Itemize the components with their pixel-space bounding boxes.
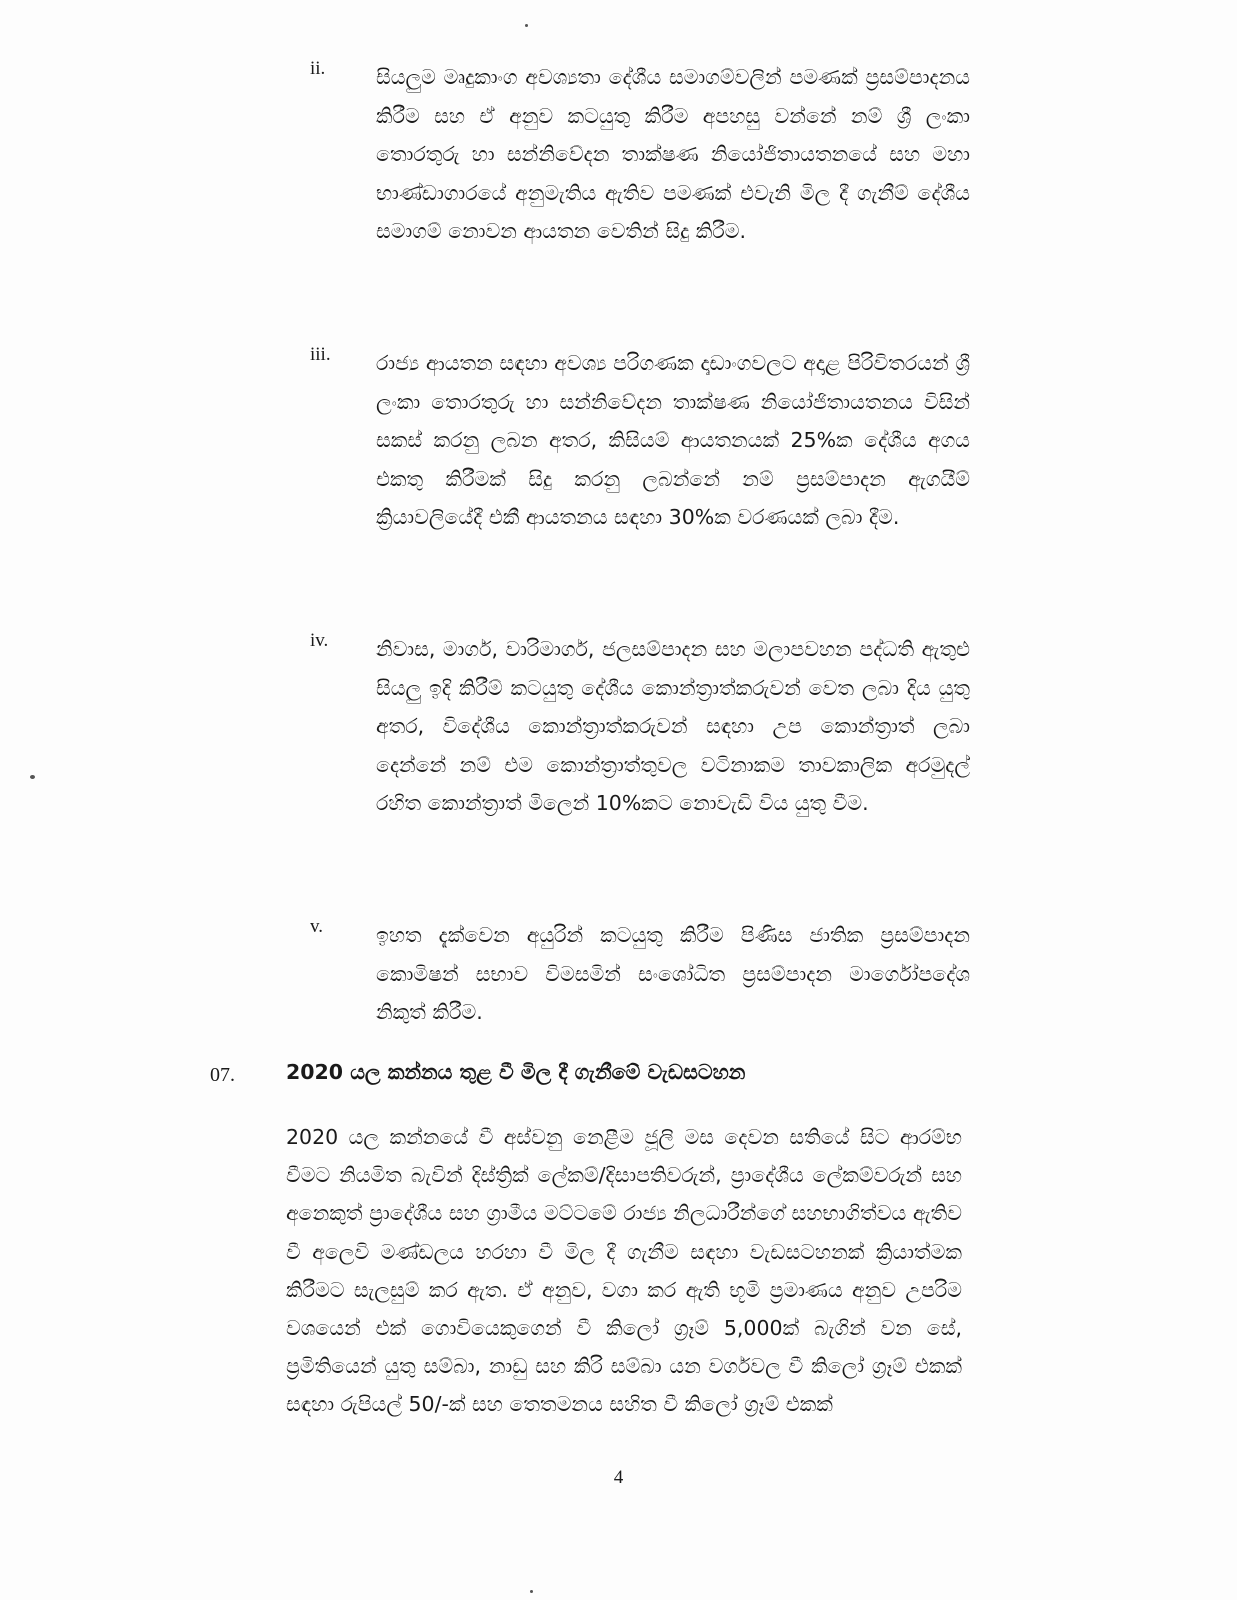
list-item-number: ii. xyxy=(310,58,326,79)
section-body: 2020 යල කන්නයේ වී අස්වනු නෙළීම ජූලි මස දෙවන සතියේ සිට ආරම්භ වීමට නියමිත බැවින් දිස්ත්‍රික් ලේකම්/දිසාපතිවරුන්, ප්‍රාදේශීය ලේකම්වරුන් සහ අනෙකුත් ප්‍රාදේශීය සහ ග්‍රාමීය මට්ටමේ රාජ්‍ය නිලධාරීන්ගේ සහභාගිත්වය ඇතිව වී අලෙවි මණ්ඩලය හරහා වී මිල දී ගැනීම සඳහා වැඩසටහනක් ක්‍රියාත්මක කිරීමට සැලසුම් කර ඇත. ඒ අනුව, වගා කර ඇති භූමි ප්‍රමාණය අනුව උපරිම වශයෙන් එක් ගොවියෙකුගෙන් වී කිලෝ ග්‍රෑම් 5,000ක් බැගින් වන සේ, ප්‍රමිතියෙන් යුතු සම්බා, නාඩු සහ කිරි සම්බා යන වර්ගවල වී කිලෝ ග්‍රෑම් එකක් සඳහා රුපියල් 50/-ක් සහ තෙතමනය සහිත වී කිලෝ ග්‍රෑම් එකක් xyxy=(286,1125,962,1417)
list-item-text: සියලුම මෘදුකාංග අවශ්‍යතා දේශීය සමාගම්වලින් පමණක් ප්‍රසම්පාදනය කිරීම සහ ඒ අනුව කටයුතු කිරීම අපහසු වන්නේ නම් ශ්‍රී ලංකා තොරතුරු හා සන්නිවේදන තාක්ෂණ නියෝජිතායතනයේ සහ මහා භාණ්ඩාගාරයේ අනුමැතිය ඇතිව පමණක් එවැනි මිල දී ගැනීම් දේශීය සමාගම් නොවන ආයතන වෙතින් සිදු කිරීම. xyxy=(376,65,970,243)
scan-speck xyxy=(530,1590,533,1593)
list-item-text: රාජ්‍ය ආයතන සඳහා අවශ්‍ය පරිගණක දෘඩාංගවලට අදාළ පිරිවිතරයන් ශ්‍රී ලංකා තොරතුරු හා සන්නිවේදන තාක්ෂණ නියෝජිතායතනය විසින් සකස් කරනු ලබන අතර, කිසියම් ආයතනයක් 25%ක දේශීය අගය එකතු කිරීමක් සිදු කරනු ලබන්නේ නම් ප්‍රසම්පාදන ඇගයීම් ක්‍රියාවලියේදී එකී ආයතනය සඳහා 30%ක වරණයක් ලබා දීම. xyxy=(376,351,970,529)
section-number: 07. xyxy=(210,1064,235,1086)
list-item-number: iii. xyxy=(310,344,331,365)
scan-speck xyxy=(30,775,35,779)
list-item-text: ඉහත දැක්වෙන අයුරින් කටයුතු කිරීම පිණිස ජාතික ප්‍රසම්පාදන කොමිෂන් සභාව විමසමින් සංශෝධිත ප්‍රසම්පාදන මාර්ගෝපදේශ නිකුත් කිරීම. xyxy=(376,923,970,1024)
section-heading: 2020 යල කන්නය තුළ වී මිල දී ගැනීමේ වැඩසටහන xyxy=(286,1060,746,1084)
list-item-number: v. xyxy=(310,916,324,937)
page-number: 4 xyxy=(613,1467,624,1488)
list-item-number: iv. xyxy=(310,630,329,651)
scan-speck xyxy=(525,24,528,27)
list-item-text: නිවාස, මාර්ග, වාරිමාර්ග, ජලසම්පාදන සහ මලාපවහන පද්ධති ඇතුළු සියලු ඉදි කිරීම් කටයුතු දේශීය කොන්ත්‍රාත්කරුවන් වෙත ලබා දිය යුතු අතර, විදේශීය කොන්ත්‍රාත්කරුවන් සඳහා උප කොන්ත්‍රාත් ලබා දෙන්නේ නම් එම කොන්ත්‍රාත්තුවල වටිනාකම තාවකාලික අරමුදල් රහිත කොන්ත්‍රාත් මිලෙන් 10%කට නොවැඩි විය යුතු වීම. xyxy=(376,637,970,815)
